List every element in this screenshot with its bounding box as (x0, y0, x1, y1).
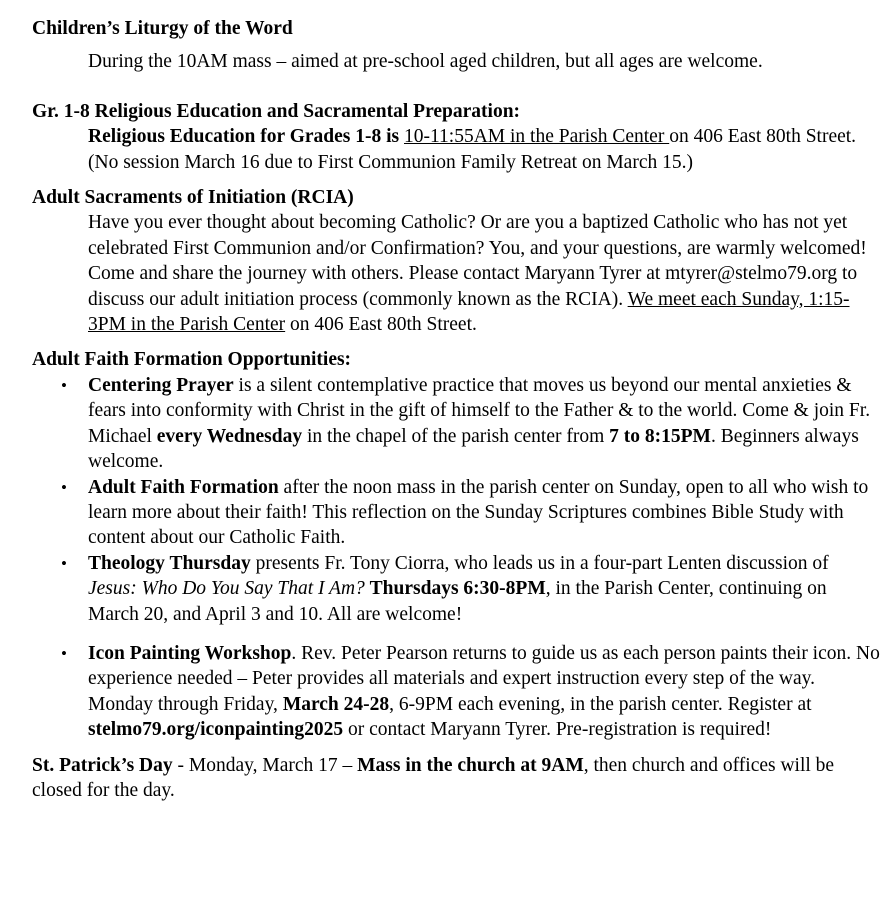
item-text: , in the Parish Center, continuing on March 20, and April 3 and 10. All are welcome! (88, 578, 827, 625)
list-item-adult-faith-formation (32, 475, 882, 551)
religious-education-tail: on 406 East 80th Street. (No session March 16 due to First Communion Family Retreat on March 15.) (88, 126, 857, 173)
list-item-icon-painting (32, 641, 882, 743)
item-bold: March 24-28 (282, 693, 390, 715)
section-st-patricks-day (32, 753, 882, 804)
item-text: is a silent contemplative practice that moves us beyond our mental anxieties & fears into conformity with Christ in the gift of himself to the Father & to the world. Come & join Fr. Michael (88, 374, 871, 447)
st-patricks-mass: Mass in the church at 9AM (357, 754, 584, 776)
childrens-liturgy-text: During the 10AM mass – aimed at pre-school aged children, but all ages are welcome. (88, 51, 763, 73)
section-rcia (32, 185, 882, 337)
item-italic: Jesus: Who Do You Say That I Am? (88, 578, 365, 600)
religious-education-text (32, 124, 882, 175)
item-text: . Beginners always welcome. (88, 425, 859, 473)
item-text: , 6-9PM each evening, in the parish center. Register at (389, 693, 812, 715)
item-title: Adult Faith Formation (88, 476, 279, 498)
religious-education-schedule: 10-11:55AM in the Parish Center (404, 126, 670, 148)
item-text: . Rev. Peter Pearson returns to guide us as each person paints their icon. No experience needed – Peter provides all materials and expert instruction every step of the way. Monday through Friday, (88, 642, 880, 715)
bullet-icon: • (61, 643, 67, 663)
item-text: presents Fr. Tony Ciorra, who leads us in a four-part Lenten discussion of (250, 552, 829, 574)
bullet-icon: • (61, 553, 67, 573)
st-patricks-tail: , then church and offices will be closed for the day. (32, 754, 835, 801)
item-bold: Thursdays 6:30-8PM (369, 578, 546, 600)
adult-faith-list (32, 373, 882, 743)
item-bold: 7 to 8:15PM (609, 425, 711, 447)
section-childrens-liturgy (32, 16, 882, 75)
list-item-theology-thursday (32, 551, 882, 627)
item-bold: stelmo79.org/iconpainting2025 (88, 719, 344, 741)
bulletin-document (32, 16, 882, 803)
heading-religious-education: Gr. 1-8 Religious Education and Sacramental Preparation: (32, 100, 521, 122)
rcia-body: Have you ever thought about becoming Catholic? Or are you a baptized Catholic who has not yet celebrated First Communion and/or Confirmation? You, and your questions, are warmly welcomed! Come and share the journey with others. Please contact Maryann Tyrer at mtyrer@stelmo79.org to discuss our adult initiation process (commonly known as the RCIA). (88, 212, 867, 310)
item-text: or contact Maryann Tyrer. Pre-registration is required! (343, 719, 772, 741)
heading-rcia: Adult Sacraments of Initiation (RCIA) (32, 187, 354, 209)
item-title: Theology Thursday (88, 552, 251, 574)
heading-adult-faith: Adult Faith Formation Opportunities: (32, 349, 352, 371)
heading-childrens-liturgy: Children’s Liturgy of the Word (32, 18, 293, 39)
section-adult-faith (32, 347, 882, 742)
list-item-centering-prayer (32, 373, 882, 475)
item-text: after the noon mass in the parish center on Sunday, open to all who wish to learn more about their faith! This reflection on the Sunday Scriptures combines Bible Study with content about our Catholic Faith. (88, 476, 869, 549)
rcia-text (32, 210, 882, 337)
rcia-schedule: We meet each Sunday, 1:15-3PM in the Parish Center (88, 288, 850, 336)
religious-education-lead: Religious Education for Grades 1-8 is (88, 126, 404, 148)
st-patricks-text: - Monday, March 17 – (172, 754, 358, 776)
item-title: Icon Painting Workshop (88, 642, 292, 664)
bullet-icon: • (61, 375, 67, 395)
heading-st-patricks-day: St. Patrick’s Day (32, 754, 173, 776)
item-bold: every Wednesday (156, 425, 303, 447)
section-religious-education (32, 99, 882, 175)
rcia-tail: on 406 East 80th Street. (285, 314, 477, 336)
item-text: in the chapel of the parish center from (302, 425, 610, 447)
bullet-icon: • (61, 477, 67, 497)
item-title: Centering Prayer (88, 374, 234, 396)
